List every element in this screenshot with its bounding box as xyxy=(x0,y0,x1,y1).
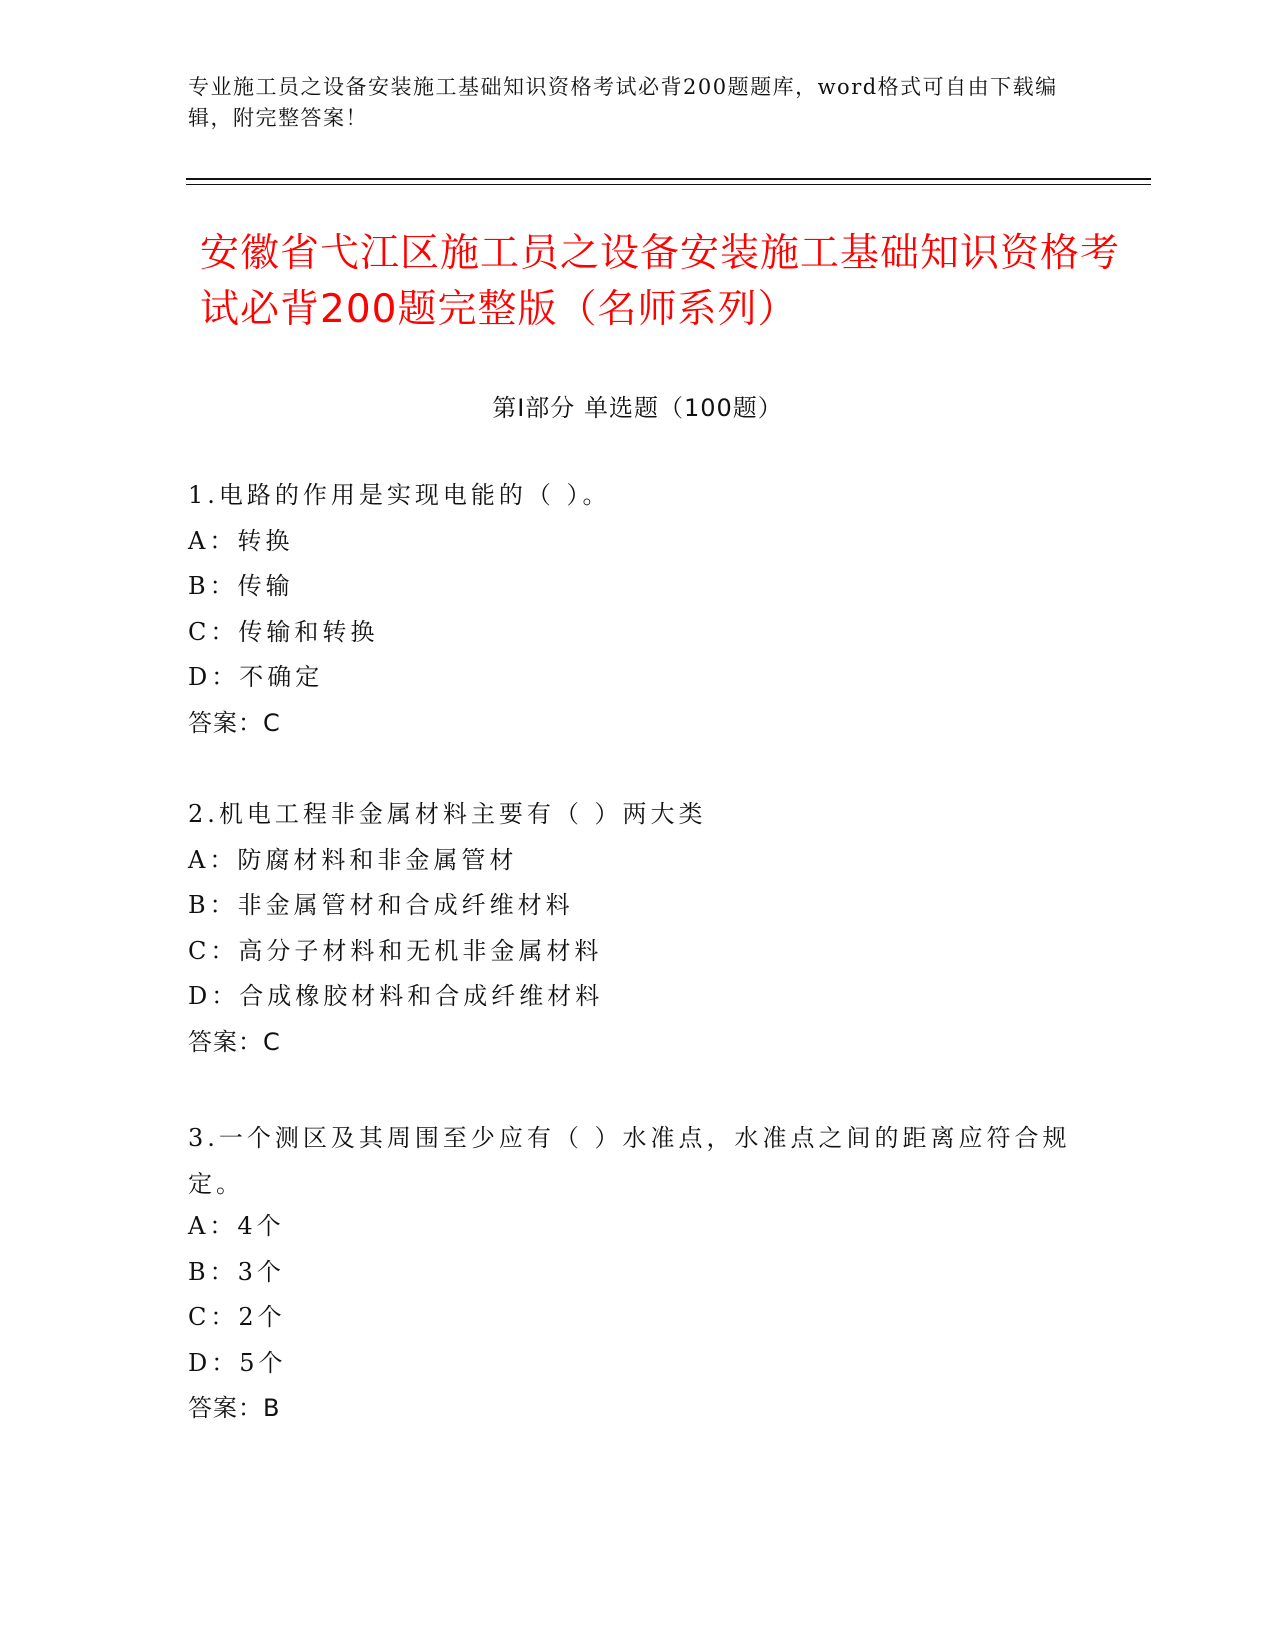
option-b: B：非金属管材和合成纤维材料 xyxy=(188,891,574,919)
question-stem: 2.机电工程非金属材料主要有（ ）两大类 xyxy=(188,800,707,828)
answer: 答案：B xyxy=(188,1394,281,1422)
option-b: B：3个 xyxy=(188,1257,285,1286)
option-c: C：2个 xyxy=(188,1303,286,1331)
option-c: C：传输和转换 xyxy=(188,617,379,646)
header-divider-thin xyxy=(186,184,1151,185)
header-divider-thick xyxy=(186,178,1151,180)
option-d: D：5个 xyxy=(188,1348,287,1377)
option-a: A：4个 xyxy=(188,1212,285,1240)
question-block xyxy=(188,478,1088,740)
question-stem: 1.电路的作用是实现电能的（ ）。 xyxy=(188,481,611,509)
question-block xyxy=(188,1116,1088,1425)
question-block xyxy=(188,797,1088,1059)
option-b: B：传输 xyxy=(188,572,294,600)
document-title: 安徽省弋江区施工员之设备安装施工基础知识资格考试必背200题完整版（名师系列） xyxy=(200,231,1121,332)
option-c: C：高分子材料和无机非金属材料 xyxy=(188,936,603,965)
answer: 答案：C xyxy=(188,1027,281,1056)
header-description: 专业施工员之设备安装施工基础知识资格考试必背200题题库，word格式可自由下载编辑，附完整答案！ xyxy=(188,75,1058,130)
section-heading: 第Ⅰ部分 单选题（100题） xyxy=(492,394,783,422)
option-d: D：不确定 xyxy=(188,663,324,691)
option-d: D：合成橡胶材料和合成纤维材料 xyxy=(188,982,604,1010)
option-a: A：防腐材料和非金属管材 xyxy=(188,845,518,874)
option-a: A：转换 xyxy=(188,526,294,555)
answer: 答案：C xyxy=(188,708,281,737)
question-stem: 3.一个测区及其周围至少应有（ ）水准点，水准点之间的距离应符合规定。 xyxy=(188,1124,1071,1198)
